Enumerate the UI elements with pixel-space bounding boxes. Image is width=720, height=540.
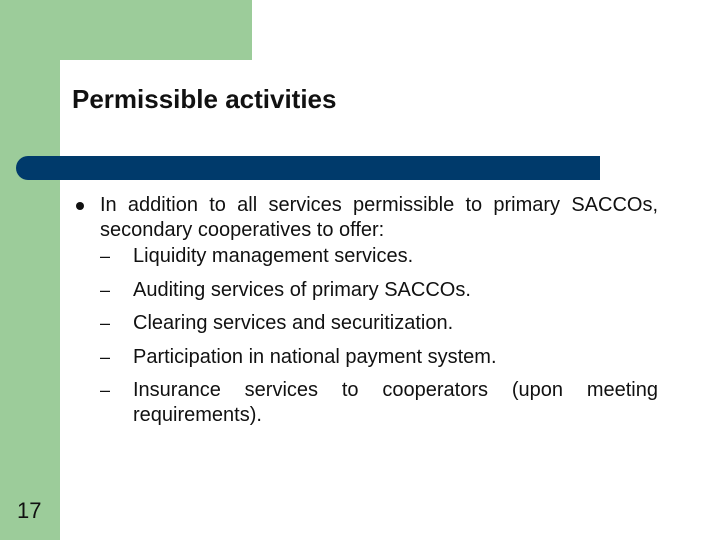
dash-icon: – (100, 313, 111, 334)
sub-bullet-text: Liquidity management services. (133, 245, 414, 267)
sub-bullet-item (76, 244, 658, 269)
sub-bullet-item (76, 345, 658, 370)
main-bullet (76, 193, 658, 243)
sub-bullet-item (76, 278, 658, 303)
dash-icon: – (100, 246, 111, 266)
sub-bullet-list (76, 244, 658, 428)
bullet-text: In addition to all services permissible to primary SACCOs, secondary cooperatives to offer: (100, 194, 658, 241)
dash-icon: – (100, 380, 111, 401)
dash-icon: – (100, 279, 111, 300)
title-underline-bar (16, 156, 600, 180)
slide-number: 17 (17, 498, 42, 523)
slide-title: Permissible activities (72, 84, 337, 114)
green-sidebar (0, 0, 60, 540)
slide-body (76, 193, 658, 437)
sub-bullet-text: Participation in national payment system. (133, 345, 497, 368)
sub-bullet-text: Insurance services to cooperators (upon meeting requirements). (133, 379, 658, 427)
bullet-dot-icon (76, 202, 84, 210)
sub-bullet-item (76, 311, 658, 336)
dash-icon: – (100, 346, 111, 367)
sub-bullet-text: Auditing services of primary SACCOs. (133, 278, 471, 301)
sub-bullet-item (76, 378, 658, 428)
sub-bullet-text: Clearing services and securitization. (133, 312, 454, 335)
